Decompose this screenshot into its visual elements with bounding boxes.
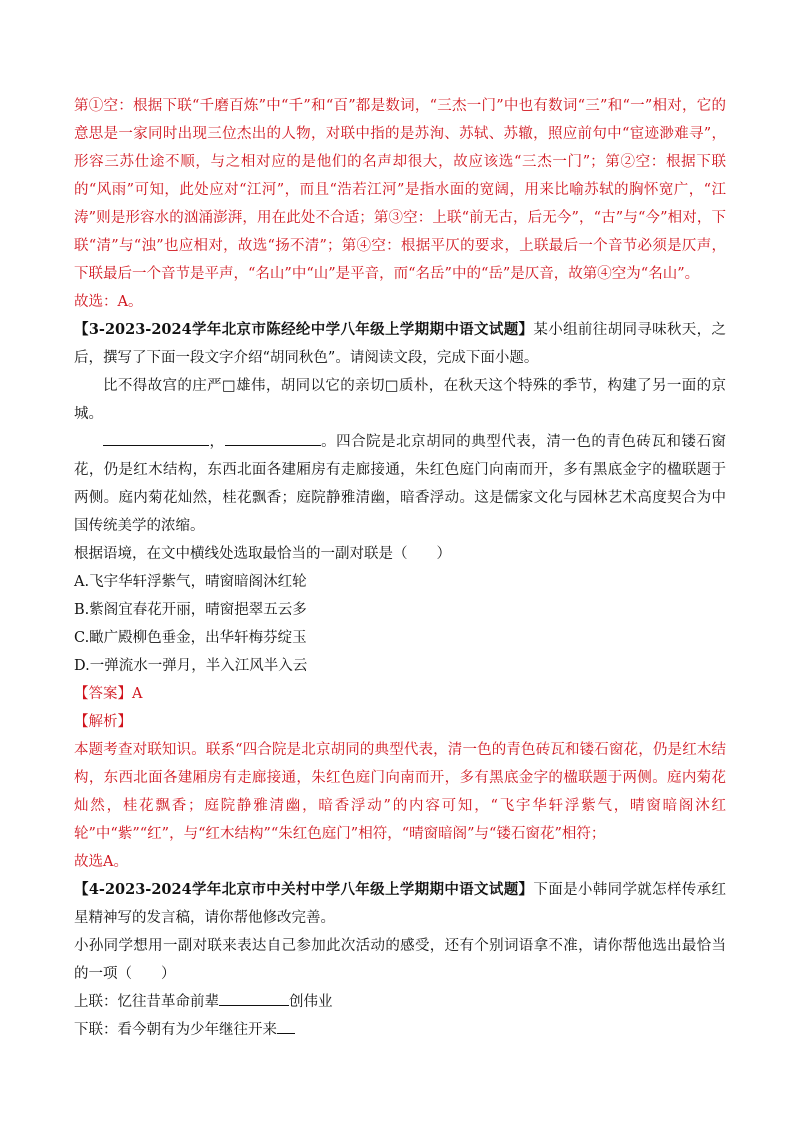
answer-label: 【答案】A xyxy=(74,686,143,702)
upper-couplet-suffix: 创伟业 xyxy=(289,994,333,1010)
question-3-header xyxy=(74,316,726,372)
blank-separator: ， xyxy=(209,434,225,450)
lower-couplet xyxy=(74,1016,726,1044)
explanation-paragraph: 第①空：根据下联“千磨百炼”中“千”和“百”都是数词，“三杰一门”中也有数词“三”和“一”相对，它的意思是一家同时出现三位杰出的人物，对联中指的是苏洵、苏轼、苏辙，照应前句中“宦迹渺难寻”，形容三苏仕途不顺，与之相对应的是他们的名声却很大，故应该选“三杰一门”；第②空：根据下联的“风雨”可知，此处应对“江河”，而且“浩若江河”是指水面的宽阔，用来比喻苏轼的胸怀宽广，“江涛”则是形容水的汹涌澎湃，用在此处不合适；第③空：上联“前无古，后无今”，“古”与“今”相对，下联“清”与“浊”也应相对，故选“扬不清”；第④空：根据平仄的要求，上联最后一个音节必须是仄声，下联最后一个音节是平声，“名山”中“山”是平音，而“名岳”中的“岳”是仄音，故第④空为“名山”。 xyxy=(74,98,726,282)
option-b: B.紫阁宜春花开丽，晴窗挹翠五云多 xyxy=(74,602,307,618)
fill-blank-2 xyxy=(225,429,321,446)
question-3-passage-line1: 比不得故宫的庄严□雄伟，胡同以它的亲切□质朴，在秋天这个特殊的季节，构建了另一面的京城。 xyxy=(74,378,726,422)
analysis-conclusion: 故选A。 xyxy=(74,854,128,870)
question-3-passage-rest: 。四合院是北京胡同的典型代表，清一色的青色砖瓦和镂石窗花，仍是红木结构，东西北面各建厢房有走廊接通，朱红色庭门向南而开，多有黑底金字的楹联题于两侧。庭内菊花灿然，桂花飘香；庭院静雅清幽，暗香浮动。这是儒家文化与园林艺术高度契合为中国传统美学的浓缩。 xyxy=(74,434,727,534)
lower-couplet-blank xyxy=(277,1017,295,1034)
option-d: D.一弹流水一弹月，半入江风半入云 xyxy=(74,658,308,674)
analysis-label: 【解析】 xyxy=(74,714,132,730)
question-3-intro: 某小组前往胡同寻味秋天，之后，撰写了下面一段文字介绍“胡同秋色”。请阅读文段，完成下面小题。 xyxy=(74,322,726,366)
question-4-prompt: 小孙同学想用一副对联来表达自己参加此次活动的感受，还有个别词语拿不准，请你帮他选出最恰当的一项（ ） xyxy=(74,938,726,982)
option-a: A.飞宇华轩浮紫气，晴窗暗阁沐红轮 xyxy=(74,574,307,590)
option-c: C.瞰广殿柳色垂金，出华轩梅芬绽玉 xyxy=(74,630,307,646)
question-4-header xyxy=(74,876,726,932)
question-4-intro: 下面是小韩同学就怎样传承红星精神写的发言稿，请你帮他修改完善。 xyxy=(74,882,726,926)
question-4-source: 【4-2023-2024学年北京市中关村中学八年级上学期期中语文试题】 xyxy=(74,881,534,898)
upper-couplet-blank xyxy=(219,989,289,1006)
lower-couplet-prefix: 下联：看今朝有为少年继往开来 xyxy=(74,1022,277,1038)
question-3-source: 【3-2023-2024学年北京市陈经纶中学八年级上学期期中语文试题】 xyxy=(74,321,534,338)
upper-couplet xyxy=(74,988,726,1016)
document-page xyxy=(74,92,726,1044)
explanation-conclusion: 故选：A。 xyxy=(74,294,143,310)
question-3-passage xyxy=(74,428,726,540)
fill-blank-1 xyxy=(103,429,209,446)
question-3-prompt: 根据语境，在文中横线处选取最恰当的一副对联是（ ） xyxy=(74,546,451,562)
analysis-text: 本题考查对联知识。联系“四合院是北京胡同的典型代表，清一色的青色砖瓦和镂石窗花，仍是红木结构，东西北面各建厢房有走廊接通，朱红色庭门向南而开，多有黑底金字的楹联题于两侧。庭内菊花灿然，桂花飘香；庭院静雅清幽，暗香浮动”的内容可知，“飞宇华轩浮紫气，晴窗暗阁沐红轮”中“紫”“红”，与“红木结构”“朱红色庭门”相符，“晴窗暗阁”与“镂石窗花”相符； xyxy=(74,742,726,842)
upper-couplet-prefix: 上联：忆往昔革命前辈 xyxy=(74,994,219,1010)
